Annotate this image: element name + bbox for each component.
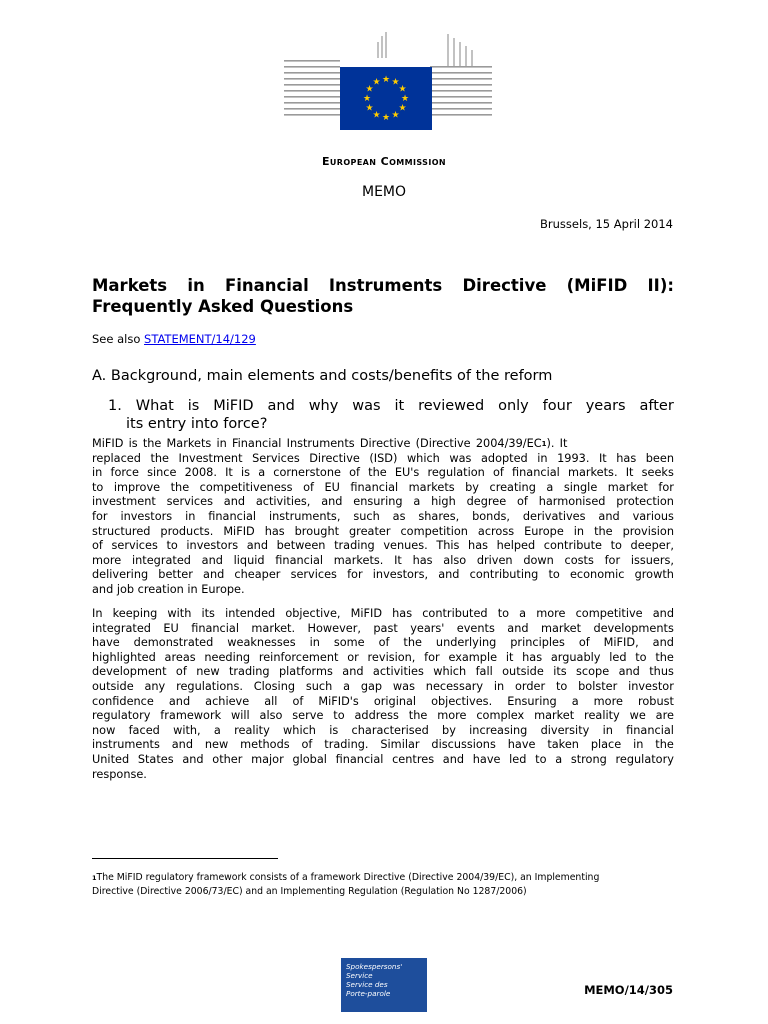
- title-word: Financial: [224, 276, 309, 295]
- paragraph-line: now faced with, a reality which is characterised by increasing diversity in financial: [92, 723, 674, 737]
- question-word: it: [394, 398, 405, 414]
- european-commission-logo: [278, 30, 496, 140]
- paragraph-line: confidence and achieve all of MiFID's original objectives. Ensuring a more robust: [92, 694, 674, 708]
- title-word: Directive: [462, 276, 547, 295]
- paragraph-line: and job creation in Europe.: [92, 582, 245, 596]
- footnote-divider: [92, 858, 278, 859]
- paragraph-line: instruments and new methods of trading. Similar discussions have taken place in the: [92, 738, 674, 752]
- paragraph-line: for investors in financial instruments, such as shares, bonds, derivatives and various: [92, 509, 674, 523]
- svg-text:★: ★: [398, 84, 407, 95]
- svg-text:★: ★: [372, 77, 381, 88]
- paragraph-line: replaced the Investment Services Directive (ISD) which was adopted in 1993. It has been: [92, 451, 674, 465]
- paragraph-line: development of new trading platforms and activities which fall outside its scope and thus: [92, 665, 674, 679]
- paragraph-line: MiFID is the Markets in Financial Instruments Directive (Directive 2004/39/EC 1 ). It: [92, 437, 568, 450]
- page-title: [92, 275, 674, 317]
- title-line-2: Frequently Asked Questions: [92, 297, 354, 316]
- paragraph-line: in force since 2008. It is a cornerstone of the EU's regulation of financial markets. It seeks: [92, 466, 674, 480]
- question-line-2: its entry into force?: [126, 416, 268, 432]
- body-paragraph-2: [92, 607, 674, 782]
- see-also-prefix: See also: [92, 332, 145, 346]
- question-word: only: [498, 398, 529, 414]
- question-word: four: [542, 398, 572, 414]
- question-word: reviewed: [418, 398, 485, 414]
- statement-link[interactable]: STATEMENT/14/129: [144, 332, 256, 346]
- paragraph-line: to improve the competitiveness of EU financial markets by creating a single market for: [92, 480, 674, 494]
- svg-text:★: ★: [400, 94, 410, 104]
- paragraph-line: have demonstrated weaknesses in some of the underlying principles of MiFID, and: [92, 636, 674, 650]
- paragraph-line: integrated EU financial market. However, past years' events and market developments: [92, 621, 674, 635]
- svg-text:★: ★: [381, 113, 391, 123]
- paragraph-line: of services to investors and between trading venues. This has helped contribute to deeper,: [92, 539, 674, 553]
- svg-text:★: ★: [398, 103, 407, 114]
- organization-name: European Commission: [321, 155, 447, 168]
- paragraph-line: regulatory framework will also serve to address the more complex market reality we are: [92, 709, 674, 723]
- title-word: II):: [647, 276, 674, 295]
- memo-reference: MEMO/14/305: [584, 983, 673, 997]
- paragraph-line: United States and other major global financial centres and have led to a strong regulatory: [92, 752, 674, 766]
- question-word: 1.: [108, 398, 122, 414]
- footnote-number: 1: [92, 874, 97, 882]
- title-word: in: [187, 276, 205, 295]
- document-type: MEMO: [361, 184, 407, 200]
- question-word: why: [308, 398, 339, 414]
- question-word: MiFID: [213, 398, 254, 414]
- question-word: after: [639, 398, 674, 414]
- paragraph-line: structured products. MiFID has brought greater competition across Europe in the provision: [92, 524, 674, 538]
- paragraph-line: highlighted areas needing reinforcement or revision, for example it has arguably led to the: [92, 650, 674, 664]
- title-word: (MiFID: [566, 276, 628, 295]
- svg-text:★: ★: [391, 77, 400, 88]
- paragraph-line: investment services and activities, and ensuring a high degree of harmonised protection: [92, 495, 674, 509]
- svg-text:★: ★: [372, 110, 381, 121]
- question-word: What: [135, 398, 174, 414]
- title-word: Markets: [92, 276, 168, 295]
- footnote-line: 1 The MiFID regulatory framework consists of a framework Directive (Directive 2004/39/EC), an Implementing: [92, 872, 600, 883]
- footnote-marker: 1: [541, 440, 547, 448]
- document-date: Brussels, 15 April 2014: [540, 217, 673, 231]
- section-heading: A. Background, main elements and costs/benefits of the reform: [92, 368, 553, 384]
- footnote-line: Directive (Directive 2006/73/EC) and an Implementing Regulation (Regulation No 1287/2006): [92, 886, 527, 897]
- body-paragraph-1: [92, 437, 674, 598]
- svg-text:★: ★: [365, 84, 374, 95]
- svg-text:★: ★: [391, 110, 400, 121]
- question-word: is: [187, 398, 200, 414]
- see-also: [92, 332, 256, 346]
- paragraph-line: delivering better and cheaper services for investors, and contributing to economic growth: [92, 568, 674, 582]
- paragraph-line: response.: [92, 767, 147, 781]
- svg-text:★: ★: [381, 75, 391, 85]
- title-word: Instruments: [328, 276, 443, 295]
- question-word: was: [352, 398, 381, 414]
- question-word: years: [585, 398, 626, 414]
- question-heading: [108, 397, 674, 433]
- paragraph-line: more integrated and liquid financial markets. It has also driven down costs for issuers,: [92, 553, 674, 567]
- footnote: [92, 871, 674, 899]
- svg-text:★: ★: [362, 94, 372, 104]
- spokespersons-service-logo: Spokespersons' Service Service des Porte-parole: [341, 958, 427, 1012]
- question-word: and: [267, 398, 295, 414]
- paragraph-line: In keeping with its intended objective, MiFID has contributed to a more competitive and: [92, 607, 674, 620]
- paragraph-line: outside any regulations. Closing such a gap was necessary in order to bolster investor: [92, 679, 674, 693]
- svg-text:★: ★: [365, 103, 374, 114]
